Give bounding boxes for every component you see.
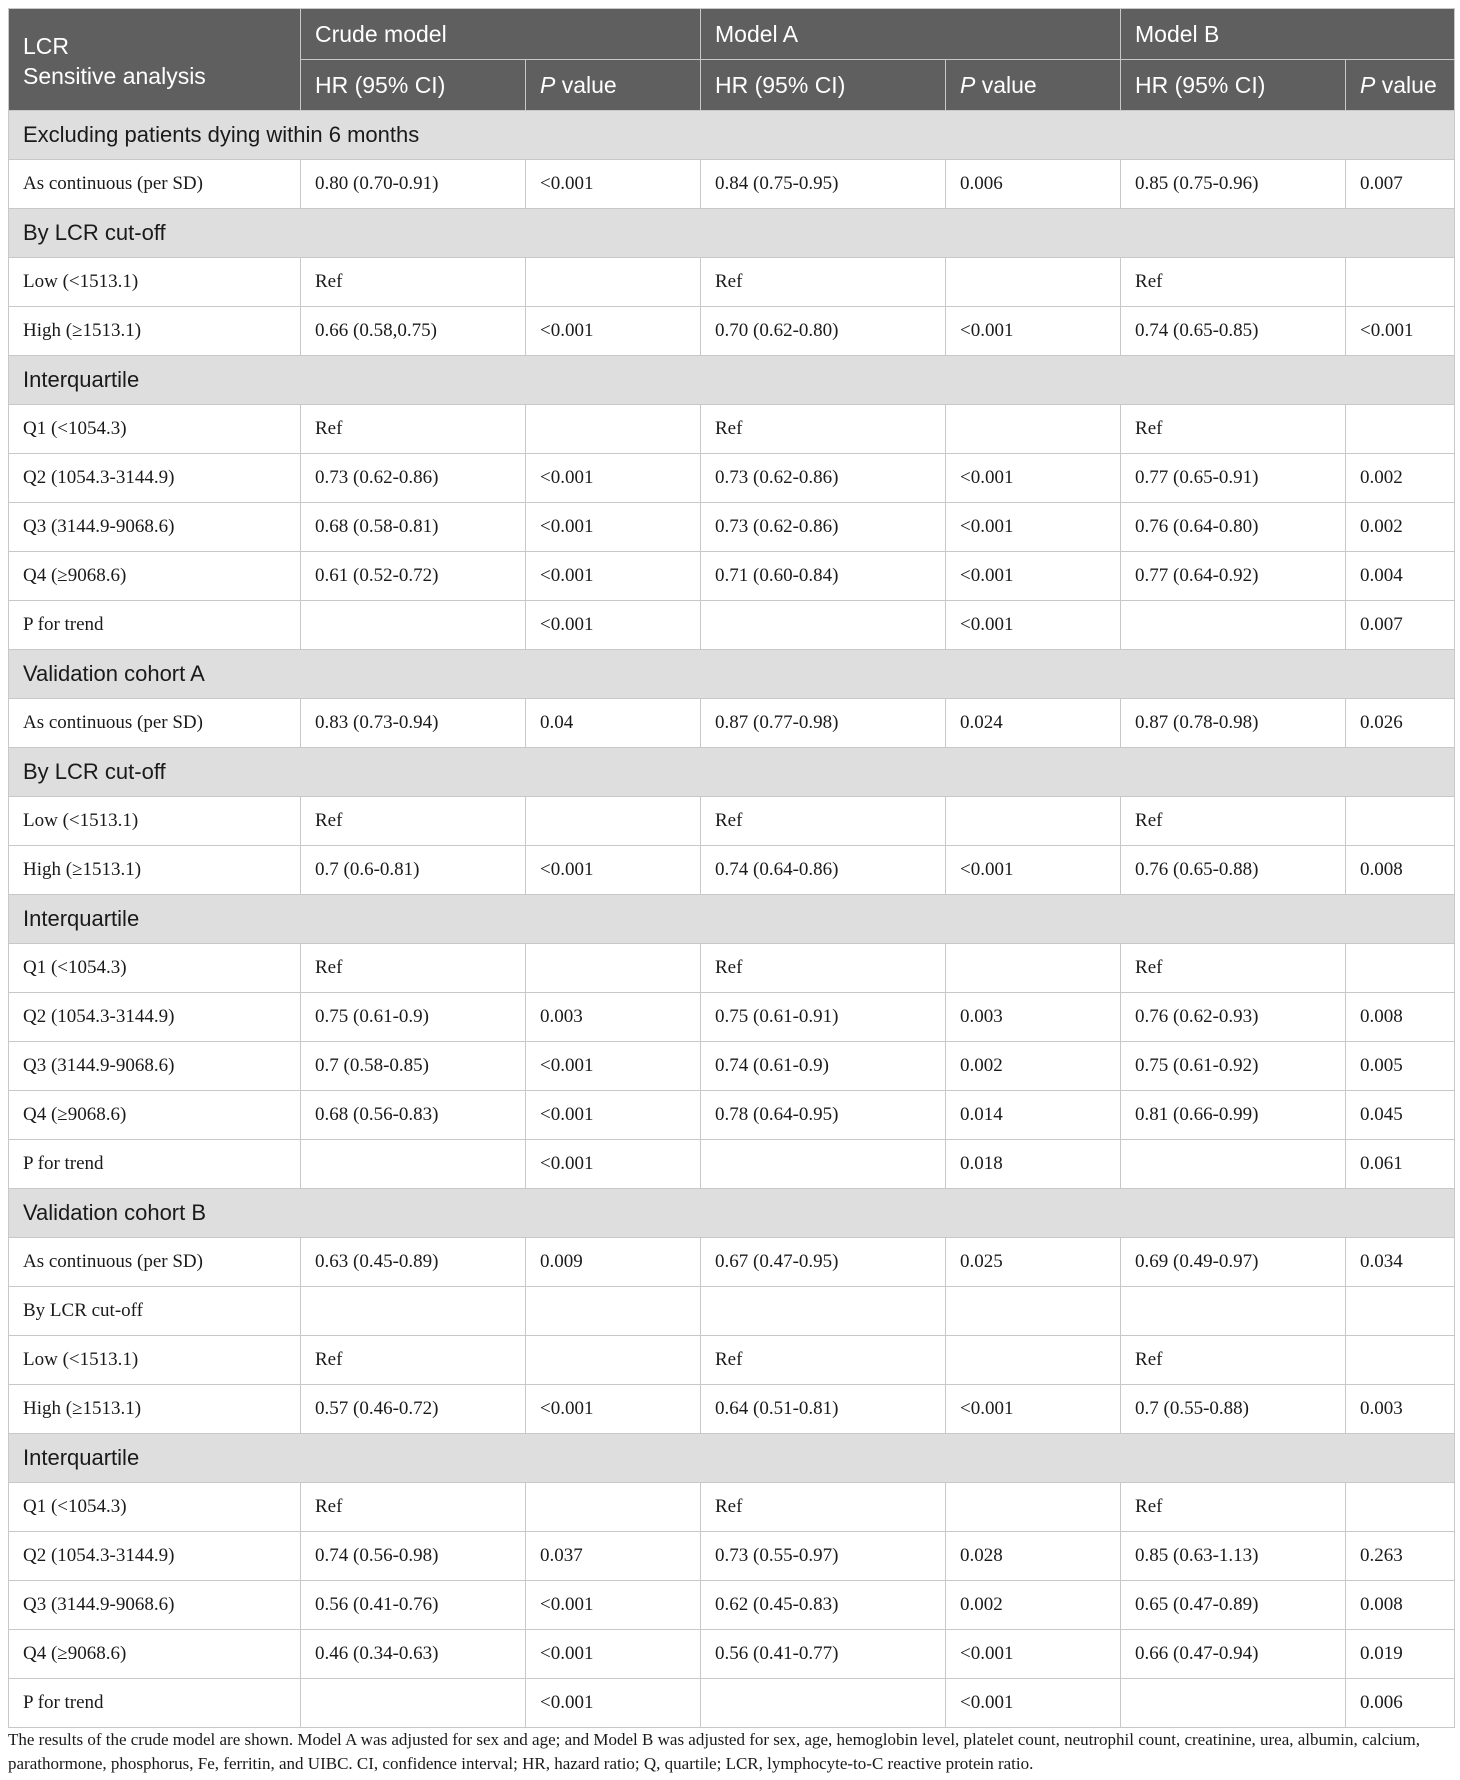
row-label: Q3 (3144.9-9068.6) xyxy=(9,1042,301,1091)
model-b-hr: Ref xyxy=(1121,258,1346,307)
model-b-p xyxy=(1346,258,1455,307)
crude-hr: 0.83 (0.73-0.94) xyxy=(301,699,526,748)
p-rest: value xyxy=(1375,71,1437,98)
model-a-p: 0.003 xyxy=(946,993,1121,1042)
crude-p xyxy=(526,1483,701,1532)
row-label: As continuous (per SD) xyxy=(9,1238,301,1287)
model-a-hr xyxy=(701,1679,946,1728)
results-table xyxy=(8,8,1455,1728)
model-a-hr: 0.73 (0.55-0.97) xyxy=(701,1532,946,1581)
model-a-p: <0.001 xyxy=(946,846,1121,895)
model-b-header: Model B xyxy=(1121,9,1455,60)
table-row xyxy=(9,307,1455,356)
crude-p: 0.003 xyxy=(526,993,701,1042)
model-a-hr: 0.56 (0.41-0.77) xyxy=(701,1630,946,1679)
model-b-hr: 0.85 (0.75-0.96) xyxy=(1121,160,1346,209)
model-b-p xyxy=(1346,944,1455,993)
crude-hr: Ref xyxy=(301,405,526,454)
model-a-p: <0.001 xyxy=(946,552,1121,601)
model-a-p xyxy=(946,1483,1121,1532)
section-row xyxy=(9,650,1455,699)
model-b-hr: 0.7 (0.55-0.88) xyxy=(1121,1385,1346,1434)
row-label: Q1 (<1054.3) xyxy=(9,1483,301,1532)
model-a-p: 0.014 xyxy=(946,1091,1121,1140)
crude-p: <0.001 xyxy=(526,552,701,601)
crude-p: <0.001 xyxy=(526,1679,701,1728)
section-label: Excluding patients dying within 6 months xyxy=(9,111,1455,160)
model-a-p: <0.001 xyxy=(946,601,1121,650)
model-b-hr: 0.77 (0.65-0.91) xyxy=(1121,454,1346,503)
crude-hr xyxy=(301,1287,526,1336)
model-a-hr: 0.71 (0.60-0.84) xyxy=(701,552,946,601)
model-a-p: 0.024 xyxy=(946,699,1121,748)
model-a-hr: 0.64 (0.51-0.81) xyxy=(701,1385,946,1434)
corner-subtitle: Sensitive analysis xyxy=(23,62,206,89)
table-row xyxy=(9,993,1455,1042)
corner-header xyxy=(9,9,301,111)
table-row xyxy=(9,1483,1455,1532)
model-a-p xyxy=(946,405,1121,454)
row-label: High (≥1513.1) xyxy=(9,846,301,895)
crude-hr: 0.66 (0.58,0.75) xyxy=(301,307,526,356)
section-label: Validation cohort A xyxy=(9,650,1455,699)
model-b-p: <0.001 xyxy=(1346,307,1455,356)
table-row xyxy=(9,699,1455,748)
p-rest: value xyxy=(555,71,617,98)
table-row xyxy=(9,846,1455,895)
crude-p xyxy=(526,405,701,454)
model-a-p xyxy=(946,944,1121,993)
model-b-hr: 0.77 (0.64-0.92) xyxy=(1121,552,1346,601)
row-label: P for trend xyxy=(9,601,301,650)
p-value-header xyxy=(526,60,701,111)
row-label: Q1 (<1054.3) xyxy=(9,405,301,454)
model-a-header: Model A xyxy=(701,9,1121,60)
model-b-p: 0.061 xyxy=(1346,1140,1455,1189)
model-a-hr: Ref xyxy=(701,258,946,307)
table-row xyxy=(9,1581,1455,1630)
row-label: P for trend xyxy=(9,1140,301,1189)
table-row xyxy=(9,1679,1455,1728)
model-b-p: 0.045 xyxy=(1346,1091,1455,1140)
crude-p: <0.001 xyxy=(526,1091,701,1140)
table-row xyxy=(9,1385,1455,1434)
p-value-header xyxy=(946,60,1121,111)
model-a-p: 0.018 xyxy=(946,1140,1121,1189)
row-label: Q2 (1054.3-3144.9) xyxy=(9,454,301,503)
crude-hr: 0.75 (0.61-0.9) xyxy=(301,993,526,1042)
crude-hr: 0.57 (0.46-0.72) xyxy=(301,1385,526,1434)
model-a-p: <0.001 xyxy=(946,307,1121,356)
section-row xyxy=(9,895,1455,944)
crude-p xyxy=(526,944,701,993)
p-italic: P xyxy=(960,71,976,98)
table-footnote: The results of the crude model are shown. Model A was adjusted for sex and age; and Model B was adjusted for sex, age, hemoglobin level, platelet count, neutrophil count, creatinine, urea, albumin, calcium, parathormone, phosphorus, Fe, ferritin, and UIBC. CI, confidence interval; HR, hazard ratio; Q, quartile; LCR, lymphocyte-to-C reactive protein ratio. xyxy=(8,1730,1421,1773)
crude-hr: 0.61 (0.52-0.72) xyxy=(301,552,526,601)
table-row xyxy=(9,160,1455,209)
crude-hr: 0.56 (0.41-0.76) xyxy=(301,1581,526,1630)
table-row xyxy=(9,552,1455,601)
model-b-p: 0.008 xyxy=(1346,846,1455,895)
crude-p: <0.001 xyxy=(526,1140,701,1189)
model-b-p: 0.004 xyxy=(1346,552,1455,601)
model-a-p xyxy=(946,1336,1121,1385)
row-label: Low (<1513.1) xyxy=(9,1336,301,1385)
model-b-hr xyxy=(1121,601,1346,650)
section-row xyxy=(9,1434,1455,1483)
table-row xyxy=(9,503,1455,552)
crude-p xyxy=(526,1336,701,1385)
model-b-p: 0.007 xyxy=(1346,160,1455,209)
model-a-p: 0.002 xyxy=(946,1042,1121,1091)
crude-p: 0.009 xyxy=(526,1238,701,1287)
crude-hr: Ref xyxy=(301,1483,526,1532)
model-a-p xyxy=(946,258,1121,307)
model-a-hr: 0.87 (0.77-0.98) xyxy=(701,699,946,748)
model-b-hr: Ref xyxy=(1121,1336,1346,1385)
row-label: Q4 (≥9068.6) xyxy=(9,1630,301,1679)
section-label: Interquartile xyxy=(9,1434,1455,1483)
model-a-p: 0.025 xyxy=(946,1238,1121,1287)
crude-hr: 0.68 (0.58-0.81) xyxy=(301,503,526,552)
model-a-p xyxy=(946,797,1121,846)
section-label: Validation cohort B xyxy=(9,1189,1455,1238)
table-row xyxy=(9,797,1455,846)
crude-p: <0.001 xyxy=(526,601,701,650)
table-row xyxy=(9,1287,1455,1336)
row-label: Low (<1513.1) xyxy=(9,258,301,307)
model-a-hr: 0.62 (0.45-0.83) xyxy=(701,1581,946,1630)
model-b-hr: 0.69 (0.49-0.97) xyxy=(1121,1238,1346,1287)
model-a-hr: 0.84 (0.75-0.95) xyxy=(701,160,946,209)
section-row xyxy=(9,209,1455,258)
model-b-hr: 0.76 (0.64-0.80) xyxy=(1121,503,1346,552)
section-row xyxy=(9,748,1455,797)
model-a-hr: 0.67 (0.47-0.95) xyxy=(701,1238,946,1287)
crude-p xyxy=(526,1287,701,1336)
crude-hr: Ref xyxy=(301,1336,526,1385)
model-b-p: 0.006 xyxy=(1346,1679,1455,1728)
model-b-hr: 0.65 (0.47-0.89) xyxy=(1121,1581,1346,1630)
model-b-hr: 0.85 (0.63-1.13) xyxy=(1121,1532,1346,1581)
section-label: Interquartile xyxy=(9,356,1455,405)
crude-hr: 0.74 (0.56-0.98) xyxy=(301,1532,526,1581)
model-a-hr: Ref xyxy=(701,944,946,993)
model-a-hr: Ref xyxy=(701,1483,946,1532)
crude-hr: Ref xyxy=(301,797,526,846)
section-row xyxy=(9,1189,1455,1238)
model-a-p: <0.001 xyxy=(946,1679,1121,1728)
crude-hr: 0.80 (0.70-0.91) xyxy=(301,160,526,209)
model-b-p: 0.263 xyxy=(1346,1532,1455,1581)
model-b-p xyxy=(1346,405,1455,454)
section-label: By LCR cut-off xyxy=(9,209,1455,258)
table-row xyxy=(9,454,1455,503)
row-label: P for trend xyxy=(9,1679,301,1728)
table-row xyxy=(9,1091,1455,1140)
crude-model-header: Crude model xyxy=(301,9,701,60)
section-row xyxy=(9,111,1455,160)
row-label: Q3 (3144.9-9068.6) xyxy=(9,503,301,552)
crude-hr: Ref xyxy=(301,258,526,307)
p-italic: P xyxy=(540,71,556,98)
model-b-hr xyxy=(1121,1140,1346,1189)
table-row xyxy=(9,405,1455,454)
model-a-hr: 0.74 (0.64-0.86) xyxy=(701,846,946,895)
section-label: Interquartile xyxy=(9,895,1455,944)
model-b-p: 0.005 xyxy=(1346,1042,1455,1091)
model-a-p: <0.001 xyxy=(946,1630,1121,1679)
crude-hr xyxy=(301,1679,526,1728)
row-label: As continuous (per SD) xyxy=(9,699,301,748)
model-a-hr: 0.70 (0.62-0.80) xyxy=(701,307,946,356)
model-a-hr: 0.73 (0.62-0.86) xyxy=(701,454,946,503)
crude-p: <0.001 xyxy=(526,1630,701,1679)
crude-p: 0.037 xyxy=(526,1532,701,1581)
crude-p: <0.001 xyxy=(526,1385,701,1434)
crude-hr: 0.7 (0.6-0.81) xyxy=(301,846,526,895)
model-b-hr xyxy=(1121,1287,1346,1336)
model-b-p: 0.002 xyxy=(1346,503,1455,552)
model-b-p: 0.008 xyxy=(1346,1581,1455,1630)
model-a-p: <0.001 xyxy=(946,454,1121,503)
model-b-hr: Ref xyxy=(1121,797,1346,846)
model-b-hr: Ref xyxy=(1121,405,1346,454)
row-label: High (≥1513.1) xyxy=(9,1385,301,1434)
p-italic: P xyxy=(1360,71,1376,98)
model-a-p: 0.028 xyxy=(946,1532,1121,1581)
model-b-hr: 0.81 (0.66-0.99) xyxy=(1121,1091,1346,1140)
crude-p: <0.001 xyxy=(526,454,701,503)
model-b-hr xyxy=(1121,1679,1346,1728)
table-row xyxy=(9,1140,1455,1189)
table-row xyxy=(9,258,1455,307)
row-label: Q4 (≥9068.6) xyxy=(9,552,301,601)
corner-title: LCR xyxy=(23,32,70,59)
row-label: Q2 (1054.3-3144.9) xyxy=(9,993,301,1042)
p-value-header xyxy=(1346,60,1455,111)
model-a-p xyxy=(946,1287,1121,1336)
crude-p: <0.001 xyxy=(526,307,701,356)
model-b-p: 0.026 xyxy=(1346,699,1455,748)
model-a-hr: 0.78 (0.64-0.95) xyxy=(701,1091,946,1140)
model-a-p: 0.006 xyxy=(946,160,1121,209)
model-b-hr: 0.76 (0.62-0.93) xyxy=(1121,993,1346,1042)
table-row xyxy=(9,1336,1455,1385)
crude-hr: Ref xyxy=(301,944,526,993)
model-b-hr: 0.75 (0.61-0.92) xyxy=(1121,1042,1346,1091)
model-b-p: 0.007 xyxy=(1346,601,1455,650)
crude-p xyxy=(526,797,701,846)
hr-ci-header: HR (95% CI) xyxy=(701,60,946,111)
row-label: By LCR cut-off xyxy=(9,1287,301,1336)
crude-p: 0.04 xyxy=(526,699,701,748)
model-a-hr xyxy=(701,1140,946,1189)
model-b-hr: 0.74 (0.65-0.85) xyxy=(1121,307,1346,356)
table-row xyxy=(9,1630,1455,1679)
crude-hr: 0.73 (0.62-0.86) xyxy=(301,454,526,503)
crude-p: <0.001 xyxy=(526,160,701,209)
section-label: By LCR cut-off xyxy=(9,748,1455,797)
model-b-hr: 0.87 (0.78-0.98) xyxy=(1121,699,1346,748)
model-b-p xyxy=(1346,1287,1455,1336)
model-a-hr: Ref xyxy=(701,797,946,846)
model-a-hr: 0.73 (0.62-0.86) xyxy=(701,503,946,552)
model-b-p: 0.008 xyxy=(1346,993,1455,1042)
model-a-hr: 0.74 (0.61-0.9) xyxy=(701,1042,946,1091)
table-row xyxy=(9,1532,1455,1581)
model-b-p: 0.034 xyxy=(1346,1238,1455,1287)
section-row xyxy=(9,356,1455,405)
table-row xyxy=(9,601,1455,650)
hr-ci-header: HR (95% CI) xyxy=(1121,60,1346,111)
model-a-hr: Ref xyxy=(701,1336,946,1385)
p-rest: value xyxy=(975,71,1037,98)
row-label: Q1 (<1054.3) xyxy=(9,944,301,993)
row-label: As continuous (per SD) xyxy=(9,160,301,209)
crude-p: <0.001 xyxy=(526,846,701,895)
crude-p: <0.001 xyxy=(526,503,701,552)
table-header xyxy=(9,9,1455,111)
model-b-p xyxy=(1346,797,1455,846)
table-row xyxy=(9,1238,1455,1287)
row-label: Q4 (≥9068.6) xyxy=(9,1091,301,1140)
model-b-hr: 0.66 (0.47-0.94) xyxy=(1121,1630,1346,1679)
crude-hr: 0.68 (0.56-0.83) xyxy=(301,1091,526,1140)
model-b-p xyxy=(1346,1336,1455,1385)
crude-hr: 0.7 (0.58-0.85) xyxy=(301,1042,526,1091)
crude-hr: 0.63 (0.45-0.89) xyxy=(301,1238,526,1287)
table-row xyxy=(9,944,1455,993)
model-b-p xyxy=(1346,1483,1455,1532)
table-body xyxy=(9,111,1455,1728)
model-a-hr xyxy=(701,1287,946,1336)
model-a-p: <0.001 xyxy=(946,1385,1121,1434)
crude-hr xyxy=(301,601,526,650)
model-b-hr: Ref xyxy=(1121,1483,1346,1532)
model-a-p: 0.002 xyxy=(946,1581,1121,1630)
model-b-p: 0.019 xyxy=(1346,1630,1455,1679)
crude-hr xyxy=(301,1140,526,1189)
crude-hr: 0.46 (0.34-0.63) xyxy=(301,1630,526,1679)
model-b-p: 0.002 xyxy=(1346,454,1455,503)
row-label: High (≥1513.1) xyxy=(9,307,301,356)
model-b-hr: 0.76 (0.65-0.88) xyxy=(1121,846,1346,895)
crude-p: <0.001 xyxy=(526,1042,701,1091)
crude-p xyxy=(526,258,701,307)
model-a-hr: 0.75 (0.61-0.91) xyxy=(701,993,946,1042)
row-label: Low (<1513.1) xyxy=(9,797,301,846)
row-label: Q3 (3144.9-9068.6) xyxy=(9,1581,301,1630)
hr-ci-header: HR (95% CI) xyxy=(301,60,526,111)
model-b-hr: Ref xyxy=(1121,944,1346,993)
model-a-hr: Ref xyxy=(701,405,946,454)
crude-p: <0.001 xyxy=(526,1581,701,1630)
model-a-hr xyxy=(701,601,946,650)
row-label: Q2 (1054.3-3144.9) xyxy=(9,1532,301,1581)
table-row xyxy=(9,1042,1455,1091)
model-a-p: <0.001 xyxy=(946,503,1121,552)
model-b-p: 0.003 xyxy=(1346,1385,1455,1434)
